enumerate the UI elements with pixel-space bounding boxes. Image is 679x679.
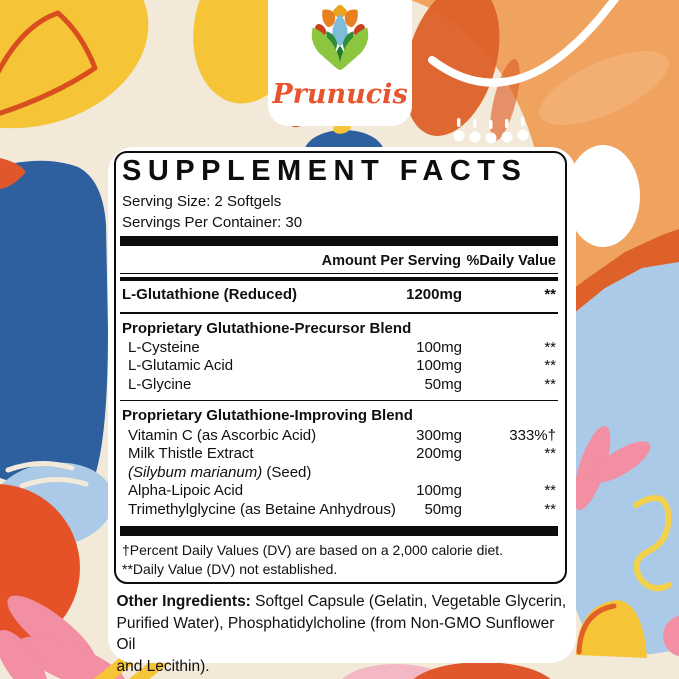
brand-name: Prunucis [272,79,408,110]
other-ingredients-line-1: Other Ingredients: Softgel Capsule (Gelatin, Vegetable Glycerin, [116,593,567,610]
divider-thin [120,273,559,275]
white-ellipse-right [566,145,640,247]
ingredient-name: Milk Thistle Extract [128,445,254,462]
ingredient-name: Vitamin C (as Ascorbic Acid) [128,426,317,444]
ingredient-row-vitamin-c [122,428,556,444]
blend-heading-improving [122,408,556,424]
ingredient-dv: ** [544,500,556,518]
divider-medium [120,277,559,282]
ingredient-latin-name: (Silybum marianum) [128,463,263,481]
footnote-dv-not-established: **Daily Value (DV) not established. [122,560,338,577]
other-ingredients [117,591,573,677]
ingredient-dv: ** [544,357,556,374]
other-ingredients-line-3: and Lecithin). [116,657,210,675]
ingredient-amount: 100mg [416,357,462,374]
ingredient-amount: 300mg [416,426,462,444]
column-daily-value: %Daily Value [466,253,556,269]
divider-thin [120,400,559,402]
supplement-facts-card [108,147,576,675]
ingredient-row-cysteine [122,340,556,356]
ingredient-row-milk-thistle [122,446,556,462]
ingredient-name: L-Glutathione (Reduced) [122,286,297,303]
ingredient-name: L-Glycine [128,375,192,393]
flower-icon [309,4,371,72]
ingredient-row-trimethylglycine [122,502,556,518]
ingredient-row-alpha-lipoic [122,483,556,499]
supplement-facts-panel [114,151,567,584]
ingredient-dv: ** [544,445,556,462]
ingredient-row-glutamic-acid [122,358,556,374]
blue-blob-left [0,161,108,486]
other-ingredients-line-2: Purified Water), Phosphatidylcholine (from Non-GMO Sunflower Oil [116,614,555,653]
divider-thick-bottom [120,526,559,536]
ingredient-row-glutathione [122,287,556,303]
ingredient-dv: ** [544,482,556,499]
ingredient-dv: 333%† [509,426,556,444]
other-ingredients-label: Other Ingredients: [116,593,251,610]
blend-heading-label: Proprietary Glutathione-Precursor Blend [122,319,412,337]
blend-heading-label: Proprietary Glutathione-Improving Blend [122,407,413,424]
ingredient-amount: 50mg [424,375,462,393]
divider-thin [120,312,559,314]
column-header-row [122,253,556,269]
servings-per-container: Servings Per Container: 30 [122,213,303,231]
ingredient-row-silybum [122,465,556,481]
divider-thick-top [120,236,559,246]
ingredient-amount: 1200mg [406,286,462,303]
serving-size: Serving Size: 2 Softgels [122,193,282,210]
ingredient-name: Alpha-Lipoic Acid [128,482,244,499]
ingredient-name: Trimethylglycine (as Betaine Anhydrous) [128,500,396,518]
ingredient-row-glycine [122,377,556,393]
blend-heading-precursor [122,321,556,337]
ingredient-name: L-Cysteine [128,338,200,356]
ingredient-dv: ** [544,375,556,393]
ingredient-dv: ** [544,286,556,303]
footnote-dv-basis: †Percent Daily Values (DV) are based on a 2,000 calorie diet. [122,542,504,558]
ingredient-dv: ** [544,338,556,356]
footnotes [122,541,503,578]
ingredient-name: L-Glutamic Acid [128,357,234,374]
ingredient-amount: 50mg [424,500,462,518]
serving-info [122,192,302,233]
panel-title: SUPPLEMENT FACTS [122,155,528,187]
ingredient-amount: 100mg [416,482,462,499]
brand-logo-card [268,0,412,126]
ingredient-amount: 200mg [416,445,462,462]
ingredient-amount: 100mg [416,338,462,356]
ingredient-name-rest: (Seed) [262,463,312,481]
column-amount-per-serving: Amount Per Serving [321,253,461,269]
